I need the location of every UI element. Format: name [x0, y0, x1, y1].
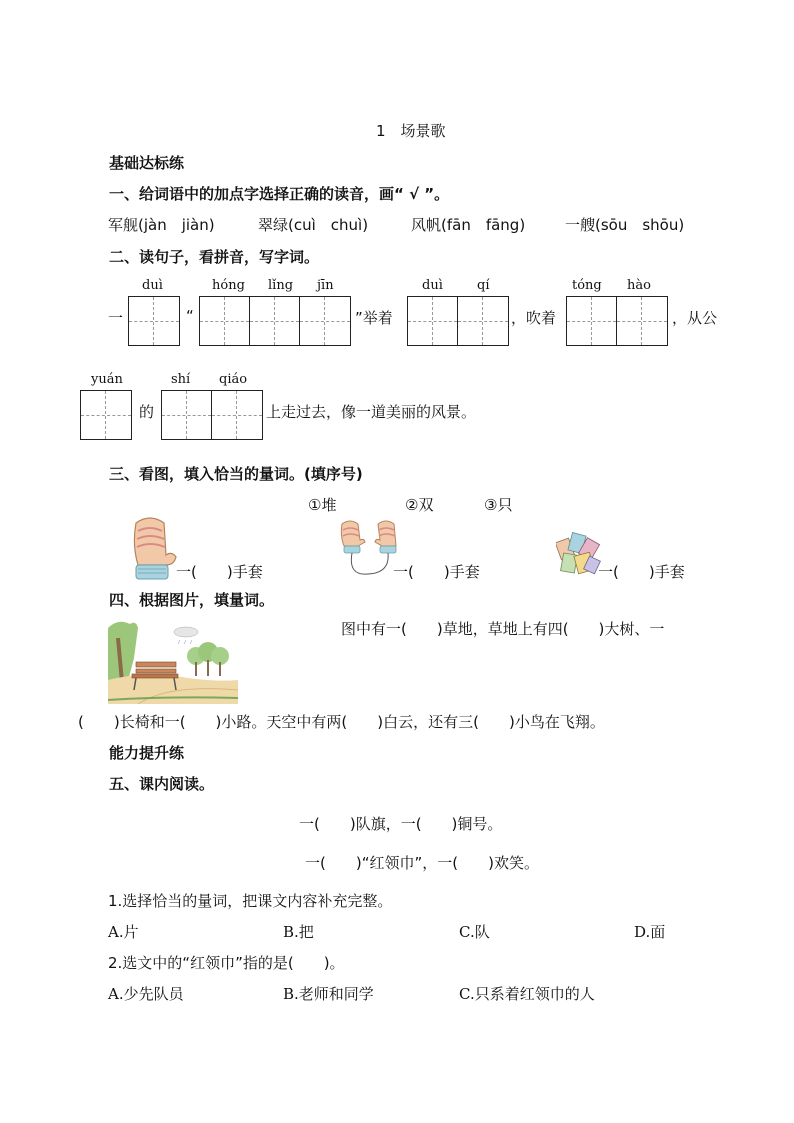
q3-answer-2: 一( )手套 — [393, 563, 480, 581]
q4-line-1: 图中有一( )草地，草地上有四( )大树、一 — [341, 620, 665, 638]
pinyin-qi: qí — [477, 278, 490, 293]
q5-sub2-option-a[interactable]: A.少先队员 — [108, 985, 184, 1003]
pinyin-ling: lǐng — [268, 278, 294, 293]
q5-sub1-option-c[interactable]: C.队 — [459, 923, 490, 941]
q3-answer-1: 一( )手套 — [176, 563, 263, 581]
advanced-section-heading: 能力提升练 — [109, 744, 185, 762]
q3-option-3: ③只 — [484, 496, 513, 514]
write-grid-dui[interactable] — [128, 296, 180, 346]
write-grid-duiqi[interactable] — [407, 296, 509, 346]
de-text: 的 — [139, 403, 155, 421]
q5-sub2: 2.选文中的“红领巾”指的是( )。 — [108, 954, 345, 972]
q5-sub1-option-d[interactable]: D.面 — [634, 923, 666, 941]
pinyin-hao: hào — [627, 278, 651, 293]
close-quote-text: ”举着 — [355, 309, 393, 327]
q3-heading: 三、看图，填入恰当的量词。(填序号) — [109, 465, 363, 483]
q5-sub2-option-b[interactable]: B.老师和同学 — [283, 985, 374, 1003]
pair-of-gloves-image — [338, 518, 400, 580]
pinyin-dui-2: duì — [422, 278, 443, 293]
line1-prefix: 一 — [108, 309, 124, 327]
pile-of-gloves-image — [556, 530, 602, 578]
park-scene-image — [108, 618, 238, 704]
write-grid-hongling-jin[interactable] — [199, 296, 351, 346]
q4-line-2: ( )长椅和一( )小路。天空中有两( )白云，还有三( )小鸟在飞翔。 — [78, 713, 605, 731]
q1-heading: 一、给词语中的加点字选择正确的读音，画“ √ ”。 — [109, 185, 450, 203]
q2-heading: 二、读句子，看拼音，写字词。 — [109, 248, 320, 266]
q5-sub2-option-c[interactable]: C.只系着红领巾的人 — [459, 985, 595, 1003]
q5-sub1-option-a[interactable]: A.片 — [108, 923, 139, 941]
pinyin-dui-1: duì — [142, 278, 163, 293]
q1-item-1: 军舰(jàn jiàn) — [108, 216, 215, 234]
q3-option-2: ②双 — [405, 496, 434, 514]
q1-item-2: 翠绿(cuì chuì) — [258, 216, 369, 234]
q1-item-4: 一艘(sōu shōu) — [565, 216, 685, 234]
write-grid-yuan[interactable] — [80, 390, 132, 440]
poem-line-2: 一( )“红领巾”，一( )欢笑。 — [305, 854, 539, 872]
pinyin-yuan: yuán — [91, 372, 123, 387]
page-title: 1 场景歌 — [376, 122, 446, 140]
tail-text-2: 上走过去，像一道美丽的风景。 — [266, 403, 477, 421]
tail-text-1: ，从公 — [672, 309, 718, 327]
pinyin-hong: hóng — [212, 278, 245, 293]
basic-section-heading: 基础达标练 — [109, 154, 185, 172]
q4-heading: 四、根据图片，填量词。 — [109, 591, 275, 609]
q5-sub1-option-b[interactable]: B.把 — [283, 923, 314, 941]
q3-answer-3: 一( )手套 — [598, 563, 685, 581]
pinyin-qiao: qiáo — [219, 372, 248, 387]
mid-text: ，吹着 — [511, 309, 557, 327]
q3-option-1: ①堆 — [308, 496, 337, 514]
pinyin-shi: shí — [171, 372, 191, 387]
poem-line-1: 一( )队旗，一( )铜号。 — [299, 815, 503, 833]
open-quote: “ — [186, 307, 194, 325]
q1-item-3: 风帆(fān fāng) — [411, 216, 526, 234]
q5-heading: 五、课内阅读。 — [109, 775, 215, 793]
single-glove-image — [126, 515, 178, 581]
pinyin-tong: tóng — [572, 278, 602, 293]
q5-sub1: 1.选择恰当的量词，把课文内容补充完整。 — [108, 892, 393, 910]
pinyin-jin: jīn — [317, 278, 334, 293]
write-grid-shiqiao[interactable] — [161, 390, 263, 440]
write-grid-tonghao[interactable] — [566, 296, 668, 346]
